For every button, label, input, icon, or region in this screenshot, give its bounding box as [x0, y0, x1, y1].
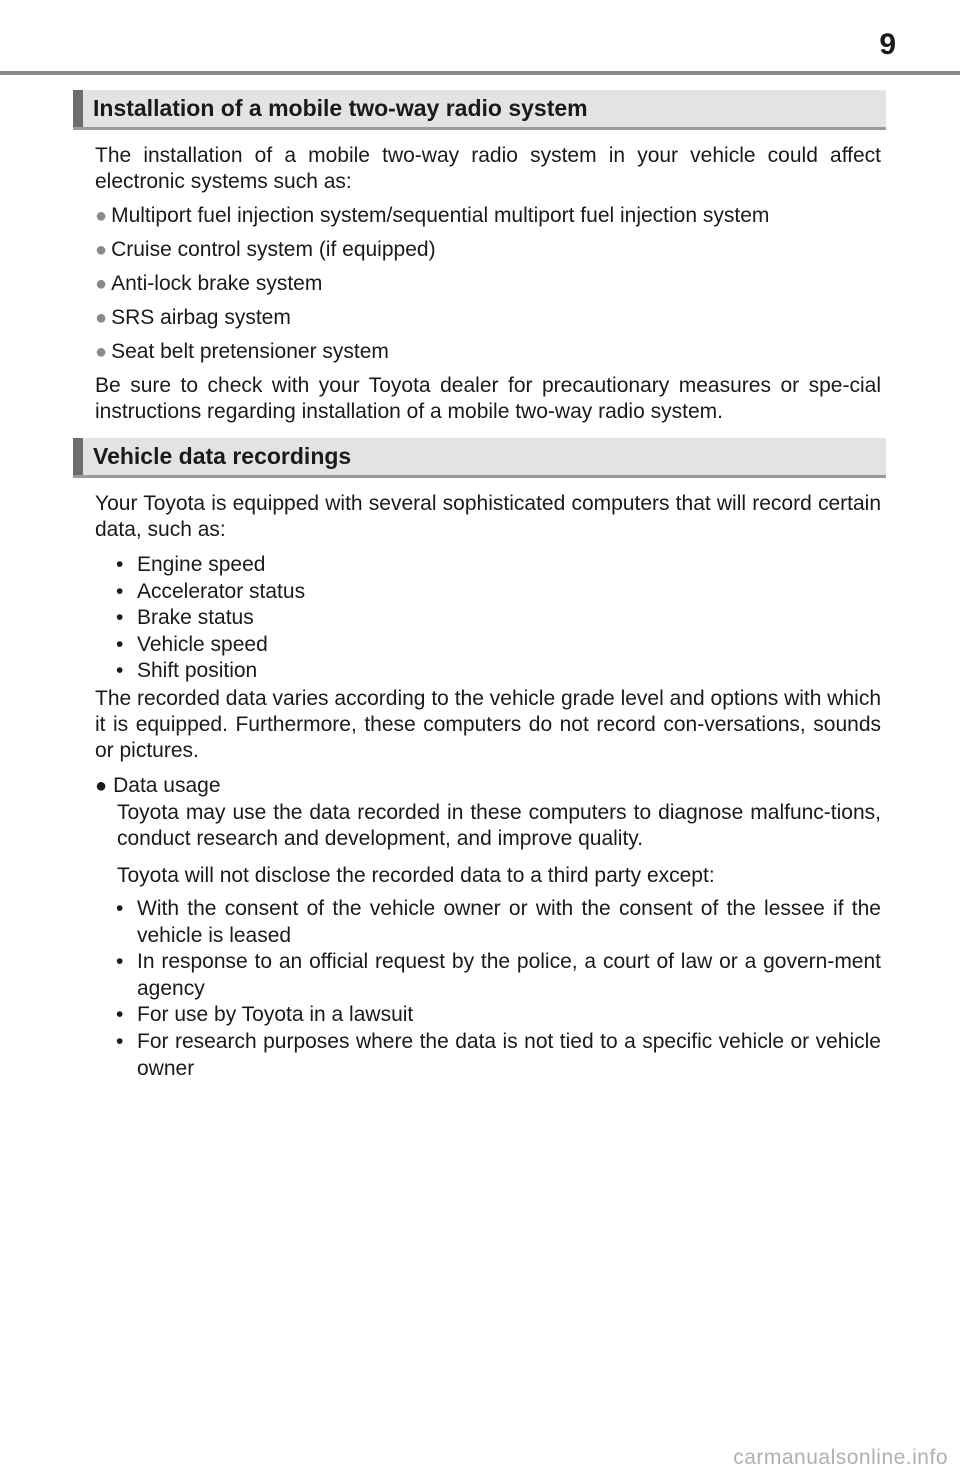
data-usage-paragraph: Toyota may use the data recorded in these computers to diagnose malfunc-tions, conduct research and development, and improve quality. — [117, 801, 881, 850]
list-item: • Vehicle speed — [116, 632, 268, 656]
list-item: ● Anti-lock brake system — [95, 272, 323, 295]
page-number: 9 — [879, 28, 896, 61]
heading-accent-bar — [73, 90, 83, 127]
section-heading-radio — [73, 90, 886, 130]
section-heading-data — [73, 438, 886, 478]
list-item: • For use by Toyota in a lawsuit — [116, 1003, 414, 1027]
radio-intro-paragraph: The installation of a mobile two-way radio system in your vehicle could affect electronic systems such as: — [95, 144, 881, 193]
data-intro-paragraph: Your Toyota is equipped with several sophisticated computers that will record certain data, such as: — [95, 492, 881, 541]
data-usage-heading: ● Data usage — [95, 774, 221, 797]
section-title: Installation of a mobile two-way radio system — [93, 95, 588, 121]
bullet-icon: ● — [95, 341, 108, 363]
list-item: • For research purposes where the data is not tied to a specific vehicle or vehicle owner — [116, 1029, 881, 1080]
list-item: • Brake status — [116, 606, 254, 630]
list-item: • Shift position — [116, 659, 258, 683]
radio-closing-paragraph: Be sure to check with your Toyota dealer for precautionary measures or spe-cial instructions regarding installation of a mobile two-way radio system. — [95, 374, 881, 423]
section-title: Vehicle data recordings — [93, 443, 352, 469]
data-variance-paragraph: The recorded data varies according to the vehicle grade level and options with which it is equipped. Furthermore, these computers do not record con-versations, sounds or pictures. — [95, 687, 881, 762]
disclosure-paragraph: Toyota will not disclose the recorded data to a third party except: — [117, 864, 715, 887]
list-item: • In response to an official request by the police, a court of law or a govern-ment agency — [116, 950, 881, 1000]
list-item: • Engine speed — [116, 553, 266, 576]
list-item: ● Multiport fuel injection system/sequential multiport fuel injection system — [95, 204, 770, 227]
heading-accent-bar — [73, 438, 83, 475]
bullet-icon: ● — [95, 307, 108, 329]
recorded-data-list — [116, 552, 881, 685]
list-item: ● SRS airbag system — [95, 306, 291, 329]
list-item: • Accelerator status — [116, 579, 306, 603]
watermark: carmanualsonline.info — [733, 1446, 948, 1469]
list-item: ● Seat belt pretensioner system — [95, 340, 389, 363]
bullet-icon: ● — [95, 775, 108, 797]
exceptions-list — [116, 896, 881, 1082]
bullet-icon: ● — [95, 205, 108, 227]
bullet-icon: ● — [95, 273, 108, 295]
bullet-icon: ● — [95, 239, 108, 261]
header-rule — [0, 71, 960, 75]
list-item: • With the consent of the vehicle owner or with the consent of the lessee if the vehicle is leased — [116, 897, 881, 947]
list-item: ● Cruise control system (if equipped) — [95, 238, 436, 261]
